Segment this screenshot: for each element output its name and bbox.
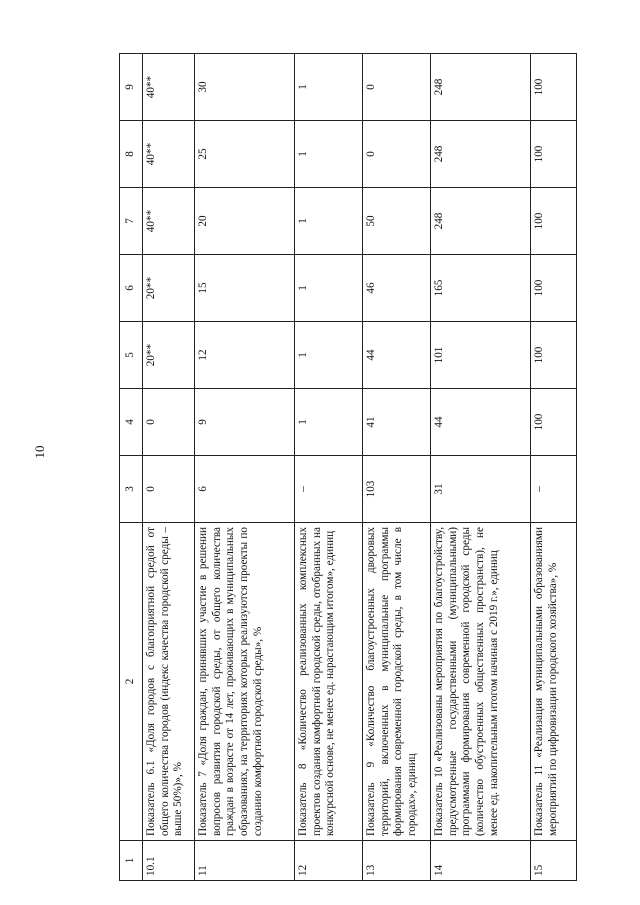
indicator-description: Показатель 11 «Реализация муниципальными образованиями мероприятий по цифровизации городского хозяйства», % [531,523,577,841]
indicator-value: 20** [143,255,195,322]
indicator-value: 0 [363,121,431,188]
indicator-value: 6 [195,456,295,523]
indicator-value: 41 [363,389,431,456]
column-header: 7 [120,188,143,255]
indicator-value: 100 [531,255,577,322]
row-number: 13 [363,841,431,881]
indicator-value: 12 [195,322,295,389]
indicator-value: 0 [143,389,195,456]
indicator-value: 9 [195,389,295,456]
indicator-value: 1 [295,389,363,456]
column-header: 9 [120,54,143,121]
indicator-value: 248 [431,54,531,121]
indicator-value: 101 [431,322,531,389]
indicator-description: Показатель 6.1 «Доля городов с благоприятной средой от общего количества городов (индекс качества городской среды – выше 50%)», % [143,523,195,841]
indicator-value: 40** [143,188,195,255]
indicator-value: 20 [195,188,295,255]
column-header: 5 [120,322,143,389]
indicator-value: 44 [431,389,531,456]
table-row [431,54,531,881]
indicator-value: 100 [531,389,577,456]
indicator-value: 165 [431,255,531,322]
row-number: 12 [295,841,363,881]
indicator-value: 103 [363,456,431,523]
table-row [531,54,577,881]
indicator-value: 1 [295,121,363,188]
row-number: 10.1 [143,841,195,881]
table-row [363,54,431,881]
indicator-value: 1 [295,188,363,255]
indicator-value: 46 [363,255,431,322]
indicator-value: 44 [363,322,431,389]
indicator-value: 25 [195,121,295,188]
indicator-value: 30 [195,54,295,121]
indicator-value: 31 [431,456,531,523]
column-header: 8 [120,121,143,188]
indicators-table [119,53,577,881]
column-header: 6 [120,255,143,322]
indicator-description: Показатель 9 «Количество благоустроенных дворовых территорий, включенных в муниципальные программы формирования современной городской среды, в том числе в городах», единиц [363,523,431,841]
table-header-row [120,54,143,881]
indicator-value: 248 [431,121,531,188]
rotated-table-container [119,53,565,881]
column-header: 3 [120,456,143,523]
indicator-value: 1 [295,255,363,322]
indicator-value: – [531,456,577,523]
indicator-description: Показатель 8 «Количество реализованных комплексных проектов создания комфортной городской среды, отобранных на конкурсной основе, не менее ед. нарастающим итогом», единиц [295,523,363,841]
row-number: 14 [431,841,531,881]
indicator-value: 0 [143,456,195,523]
column-header: 2 [120,523,143,841]
indicator-description: Показатель 7 «Доля граждан, принявших участие в решении вопросов развития городской среды, от общего количества граждан в возрасте от 14 лет, проживающих в муниципальных образованиях, на территориях которых реализуются проекты по созданию комфортной городской среды», % [195,523,295,841]
table-row [195,54,295,881]
column-header: 1 [120,841,143,881]
indicator-value: 0 [363,54,431,121]
indicator-value: 15 [195,255,295,322]
indicator-value: 1 [295,322,363,389]
indicator-value: 20** [143,322,195,389]
table-row [143,54,195,881]
indicator-value: 100 [531,188,577,255]
indicator-value: 100 [531,121,577,188]
row-number: 15 [531,841,577,881]
column-header: 4 [120,389,143,456]
indicator-value: – [295,456,363,523]
indicator-value: 100 [531,322,577,389]
table-row [295,54,363,881]
indicator-value: 100 [531,54,577,121]
indicator-value: 40** [143,54,195,121]
indicator-value: 1 [295,54,363,121]
indicator-value: 40** [143,121,195,188]
indicator-description: Показатель 10 «Реализованы мероприятия по благоустройству, предусмотренные государственными (муниципальными) программами формирования современной городской среды (количество обустроенных общественных пространств), не менее ед. накопительным итогом начиная с 2019 г.», единиц [431,523,531,841]
row-number: 11 [195,841,295,881]
page-number: 10 [32,445,47,459]
indicator-value: 248 [431,188,531,255]
indicator-value: 50 [363,188,431,255]
